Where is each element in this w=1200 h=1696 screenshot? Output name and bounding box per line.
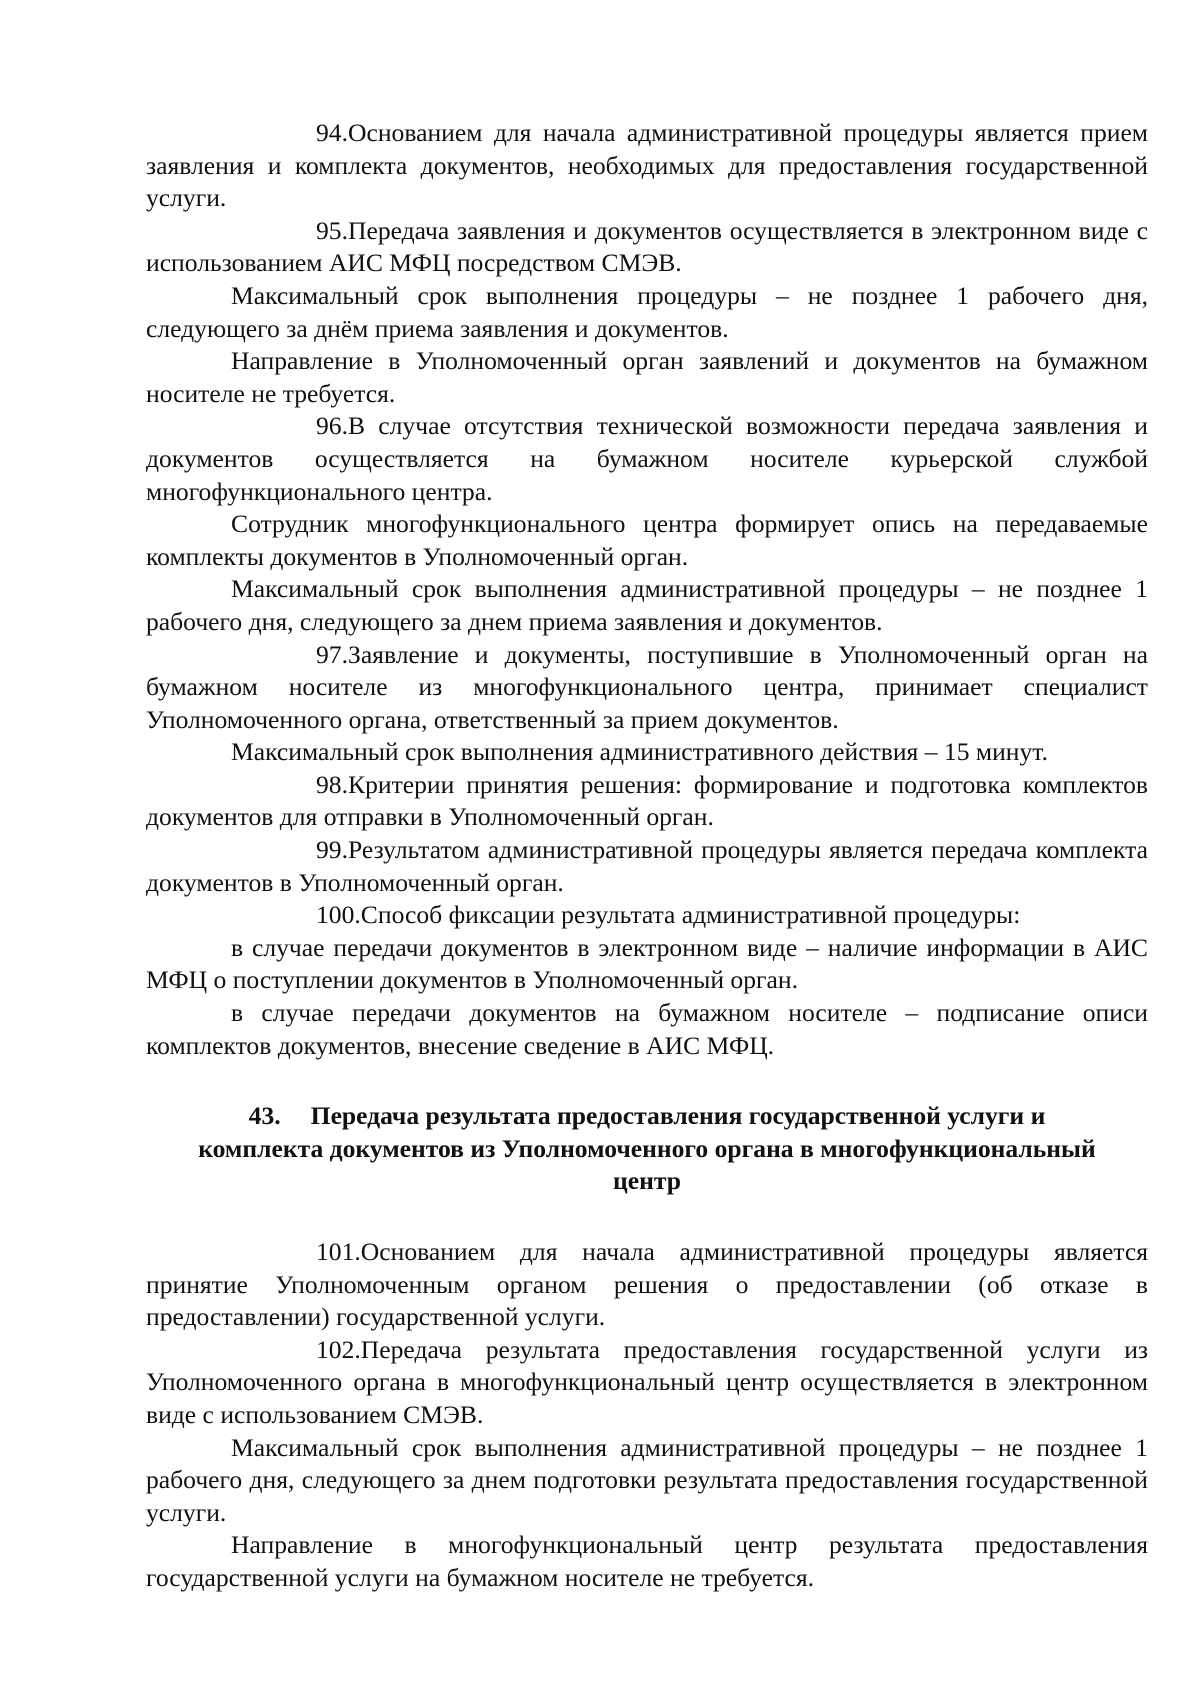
paragraph-95-deadline: [146, 280, 1148, 345]
paragraph-number: 97.: [316, 639, 348, 669]
paragraph-text: в случае передачи документов на бумажном носителе – подписание описи комплектов документов, внесение сведение в АИС МФЦ.: [146, 998, 1148, 1060]
section-heading-line-1: [146, 1100, 1148, 1133]
paragraph-96-deadline: [146, 573, 1148, 638]
paragraph-text: Сотрудник многофункционального центра формирует опись на передаваемые комплекты документов в Уполномоченный орган.: [146, 509, 1148, 571]
paragraph-text: Основанием для начала административной процедуры является прием заявления и комплекта документов, необходимых для предоставления государственной услуги.: [146, 118, 1148, 213]
paragraph-100-electronic: [146, 932, 1148, 997]
paragraph-text: Максимальный срок выполнения административной процедуры – не позднее 1 рабочего дня, следующего за днем подготовки результата предоставления государственной услуги.: [146, 1432, 1148, 1527]
paragraph-98: [146, 769, 1148, 834]
paragraphs-after: [146, 1236, 1148, 1595]
paragraph-number: 99.: [316, 835, 348, 865]
section-heading-line-3: центр: [613, 1166, 681, 1196]
paragraph-95-paper: [146, 345, 1148, 410]
paragraph-text: Способ фиксации результата административной процедуры:: [360, 900, 1021, 930]
paragraph-100: [146, 899, 1148, 932]
paragraph-text: Передача заявления и документов осуществляется в электронном виде с использованием АИС МФЦ посредством СМЭВ.: [146, 215, 1148, 278]
paragraphs-before: [146, 117, 1148, 1062]
document-page: [146, 117, 1148, 1595]
paragraph-97: [146, 639, 1148, 737]
paragraph-95: [146, 215, 1148, 280]
paragraph-number: 95.: [316, 215, 348, 245]
paragraph-text: Критерии принятия решения: формирование и подготовка комплектов документов для отправки в Уполномоченный орган.: [146, 769, 1148, 832]
paragraph-text: Результатом административной процедуры является передача комплекта документов в Уполномоченный орган.: [146, 835, 1148, 897]
paragraph-97-deadline: [146, 736, 1148, 769]
paragraph-96: [146, 410, 1148, 508]
paragraph-102: [146, 1334, 1148, 1432]
paragraph-number: 94.: [316, 118, 348, 147]
paragraph-text: Основанием для начала административной процедуры является принятие Уполномоченным органом решения о предоставлении (об отказе в предоставлении) государственной услуги.: [146, 1237, 1148, 1332]
paragraph-94: [146, 117, 1148, 215]
paragraph-text: Максимальный срок выполнения административной процедуры – не позднее 1 рабочего дня, следующего за днем приема заявления и документов.: [146, 574, 1148, 636]
paragraph-96-inventory: [146, 508, 1148, 573]
paragraph-text: Максимальный срок выполнения процедуры – не позднее 1 рабочего дня, следующего за днём приема заявления и документов.: [146, 280, 1148, 343]
paragraph-text: Направление в Уполномоченный орган заявлений и документов на бумажном носителе не требуется.: [146, 346, 1148, 408]
paragraph-99: [146, 834, 1148, 899]
section-number: 43.: [248, 1101, 281, 1131]
paragraph-number: 100.: [316, 900, 361, 930]
paragraph-number: 96.: [316, 411, 348, 441]
paragraph-number: 98.: [316, 769, 348, 799]
section-title-part-1: Передача результата предоставления государственной услуги и: [310, 1101, 1046, 1131]
section-heading-line-2: комплекта документов из Уполномоченного органа в многофункциональный: [198, 1133, 1096, 1163]
paragraph-text: В случае отсутствия технической возможности передача заявления и документов осуществляется на бумажном носителе курьерской службой многофункционального центра.: [146, 411, 1148, 506]
paragraph-text: Максимальный срок выполнения административного действия – 15 минут.: [231, 737, 1048, 767]
paragraph-text: Заявление и документы, поступившие в Уполномоченный орган на бумажном носителе из многофункционального центра, принимает специалист Уполномоченного органа, ответственный за прием документов.: [146, 639, 1148, 734]
paragraph-number: 101.: [316, 1237, 361, 1266]
paragraph-text: Направление в многофункциональный центр результата предоставления государственной услуги на бумажном носителе не требуется.: [146, 1530, 1148, 1592]
paragraph-number: 102.: [316, 1334, 361, 1364]
paragraph-102-deadline: [146, 1432, 1148, 1530]
section-heading: [146, 1100, 1148, 1198]
paragraph-102-paper: [146, 1529, 1148, 1594]
paragraph-text: в случае передачи документов в электронном виде – наличие информации в АИС МФЦ о поступлении документов в Уполномоченный орган.: [146, 932, 1148, 995]
paragraph-100-paper: [146, 997, 1148, 1062]
paragraph-101: [146, 1236, 1148, 1334]
paragraph-text: Передача результата предоставления государственной услуги из Уполномоченного органа в многофункциональный центр осуществляется в электронном виде с использованием СМЭВ.: [146, 1334, 1148, 1429]
